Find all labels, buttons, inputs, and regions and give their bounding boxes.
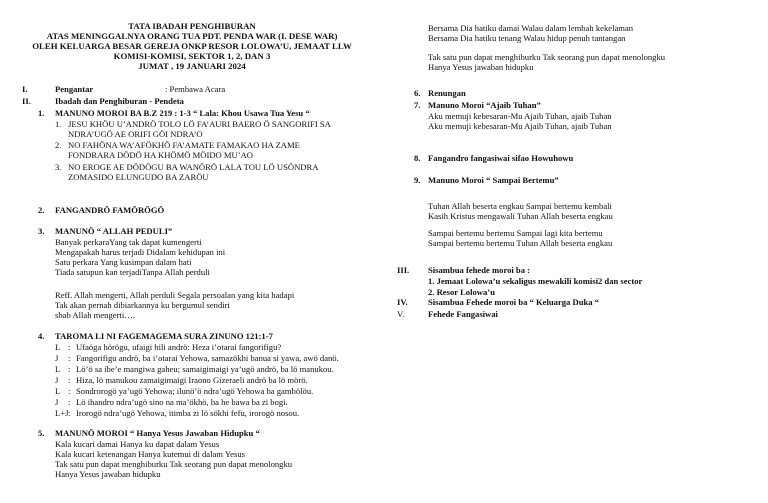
reading-row-6-text: Lö ihandro ndra’ugö sino na ma’ökhö, ba he bawa ba zi bogi. [76,397,288,407]
reading-row-7-colon: : [68,408,71,418]
item-9-number: 9. [414,175,421,185]
reading-row-4-speaker: J [55,375,59,385]
item-1-verse-2-number: 2. [55,140,62,150]
item-3-reff-line-2: Tak akan pernah dibiarkannya ku bergumul sendiri [55,300,230,310]
section-1-value: : Pembawa Acara [165,84,226,94]
item-9-line-2: Kasih Kristus mengawali Tuhan Allah beserta engkau [428,211,613,221]
item-1-verse-3-line-b: ZOMASIDO ELUNGUDO BA ZARÖU [68,172,209,182]
reading-row-5-colon: : [68,386,71,396]
item-9-title: Manuno Moroi “ Sampai Bertemu” [428,175,559,185]
item-5-number: 5. [38,428,45,438]
reading-row-6-colon: : [68,397,71,407]
item-3-number: 3. [38,226,45,236]
item-7-number: 7. [414,100,421,110]
song-continued-line-3: Tak satu pun dapat menghiburku Tak seorang pun dapat menolongku [428,52,666,62]
item-1-verse-3-number: 3. [55,162,62,172]
item-5-line-1: Kala kucari damai Hanya ku dapat dalam Yesus [55,439,220,449]
song-continued-line-2: Bersama Dia hatiku tenang Walau hidup penuh tantangan [428,33,626,43]
item-1-verse-1-line-a: JESU KHÖU U’ANDRÖ TOLO LÖ FA’AURI BAERO Ö SANGORIFI SA [68,119,331,129]
item-1-verse-2-line-a: NO FAHÖNA WA’AFÖKHÖ FA’AMATE FAMAKAO HA ZAME [68,140,300,150]
reading-row-1-text: Ufaöga hörögu, ufaigi hili andrö: Heza i’otarai fangorifigu? [76,342,282,352]
section-4-label: Sisambua Fehede moroi ba “ Keluarga Duka “ [428,297,600,307]
reading-row-1-speaker: L [55,342,61,352]
reading-row-7-text: Irorogö ndra’ugö Yehowa, itimba zi lö sökhi fefu, irorogö nosou. [76,408,300,418]
item-5-line-4: Hanya Yesus jawaban hidupku [55,469,161,479]
item-1-verse-3-line-a: NO EROGE AE DÖDÖGU BA WANÖRÖ LALA TOU LÖ USÖNDRA [68,162,319,172]
item-5-title: MANUNÖ MOROI “ Hanya Yesus Jawaban Hidupku “ [55,428,260,438]
item-2-number: 2. [38,205,45,215]
item-1-title: MANUNO MOROI BA B.Z 219 : 1-3 “ Lala: Khou Usawa Tua Yesu “ [55,108,310,118]
item-3-line-1: Banyak perkaraYang tak dapat kumengerti [55,237,202,247]
item-3-reff-line-3: sbab Allah mengerti…. [55,310,135,320]
song-continued-line-1: Bersama Dia hatiku damai Walau dalam lembah kekelaman [428,23,634,33]
section-3-label: Sisambua fehede moroi ba : [428,265,531,275]
reading-row-4-text: Hiza, lö manukou zamaigimaigi Iraono Gizeraeli andrö ba lö mörö. [76,375,308,385]
reading-row-3-speaker: L [55,364,61,374]
item-9-line-3: Sampai bertemu bertemu Sampai lagi kita bertemu [428,228,603,238]
title-line-2: ATAS MENINGGALNYA ORANG TUA PDT. PENDA WAR (I. DESE WAR) [46,31,338,41]
section-2-label: Ibadah dan Penghiburan - Pendeta [55,96,184,106]
title-line-3: OLEH KELUARGA BESAR GEREJA ONKP RESOR LOLOWA’U, JEMAAT LLW [32,41,352,51]
item-9-line-1: Tuhan Allah beserta engkau Sampai bertemu kembali [428,201,612,211]
reading-row-2-colon: : [68,353,71,363]
reading-row-2-text: Fangorifigu andrö, ba i’otarai Yehowa, samazökhi banua si yawa, awö danö. [76,353,339,363]
reading-row-4-colon: : [68,375,71,385]
item-4-title: TAROMA LI NI FAGEMAGEMA SURA ZINUNO 121:1-7 [55,331,273,341]
item-4-number: 4. [38,331,45,341]
reading-row-1-colon: : [68,342,71,352]
item-1-number: 1. [38,108,45,118]
reading-row-5-text: Sondrorogö ya’ugö Yehowa; ilunö’ö ndra’ugö Yehowa ba gambölöu. [76,386,314,396]
item-6-number: 6. [414,88,421,98]
title-line-1: TATA IBADAH PENGHIBURAN [128,21,256,31]
reading-row-2-speaker: J [55,353,59,363]
item-3-line-2: Mengapakah harus terjadi Didalam kehidupan ini [55,247,226,257]
item-8-title: Fangandro fangasiwai sifao Howuhowu [428,153,574,163]
reading-row-7-speaker: L+J [55,408,69,418]
title-line-5: JUMAT , 19 JANUARI 2024 [138,61,246,71]
section-2-number: II. [22,96,31,106]
item-1-verse-2-line-b: FONDRARA DÖDÖ HA KHÖMÖ MÖIDO MU’AO [68,150,254,160]
section-4-number: IV. [397,297,408,307]
item-9-line-4: Sampai bertemu bertemu Tuhan Allah beserta engkau [428,238,613,248]
section-3-number: III. [397,265,410,275]
item-2-title: FANGANDRÖ FAMÖRÖGÖ [55,205,165,215]
item-7-line-1: Aku memuji kebesaran-Mu Ajaib Tuhan, ajaib Tuhan [428,111,612,121]
item-5-line-2: Kala kucari ketenangan Hanya kutemui di dalam Yesus [55,449,245,459]
item-7-title: Manuno Moroi “Ajaib Tuhan” [428,100,541,110]
item-1-verse-1-line-b: NDRA’UGÖ AE ORIFI GÖI NDRA’O [68,129,203,139]
item-8-number: 8. [414,153,421,163]
section-1-number: I. [22,84,28,94]
section-5-number: V. [397,309,405,319]
item-3-title: MANUNÖ “ ALLAH PEDULI” [55,226,173,236]
reading-row-5-speaker: L [55,386,61,396]
reading-row-3-colon: : [68,364,71,374]
reading-row-3-text: Lö’ö sa ibe’e mangiwa gaheu; samaigimaigi ya’ugö andrö, ba lö manukou. [76,364,334,374]
reading-row-6-speaker: J [55,397,59,407]
item-7-line-2: Aku memuji kebesaran-Mu Ajaib Tuhan, ajaib Tuhan [428,121,612,131]
item-3-line-4: Tiada satupun kan terjadiTanpa Allah perduli [55,267,210,277]
section-5-label: Fehede Fangasiwai [428,309,498,319]
item-3-line-3: Satu perkara Yang kusimpan dalam hati [55,257,192,267]
title-line-4: KOMISI-KOMISI, SEKTOR 1, 2, DAN 3 [113,51,271,61]
item-6-title: Renungan [428,88,466,98]
song-continued-line-4: Hanya Yesus jawaban hidupku [428,62,534,72]
item-5-line-3: Tak satu pun dapat menghiburku Tak seorang pun dapat menolongku [55,459,293,469]
section-3-item-1: 1. Jemaat Lolowa’u sekaligus mewakili komisi2 dan sector [428,276,643,286]
section-3-item-2: 2. Resor Lolowa’u [428,287,495,297]
item-3-reff-line-1: Reff. Allah mengerti, Allah perduli Segala persoalan yang kita hadapi [55,290,295,300]
section-1-label: Pengantar [55,84,94,94]
item-1-verse-1-number: 1. [55,119,62,129]
